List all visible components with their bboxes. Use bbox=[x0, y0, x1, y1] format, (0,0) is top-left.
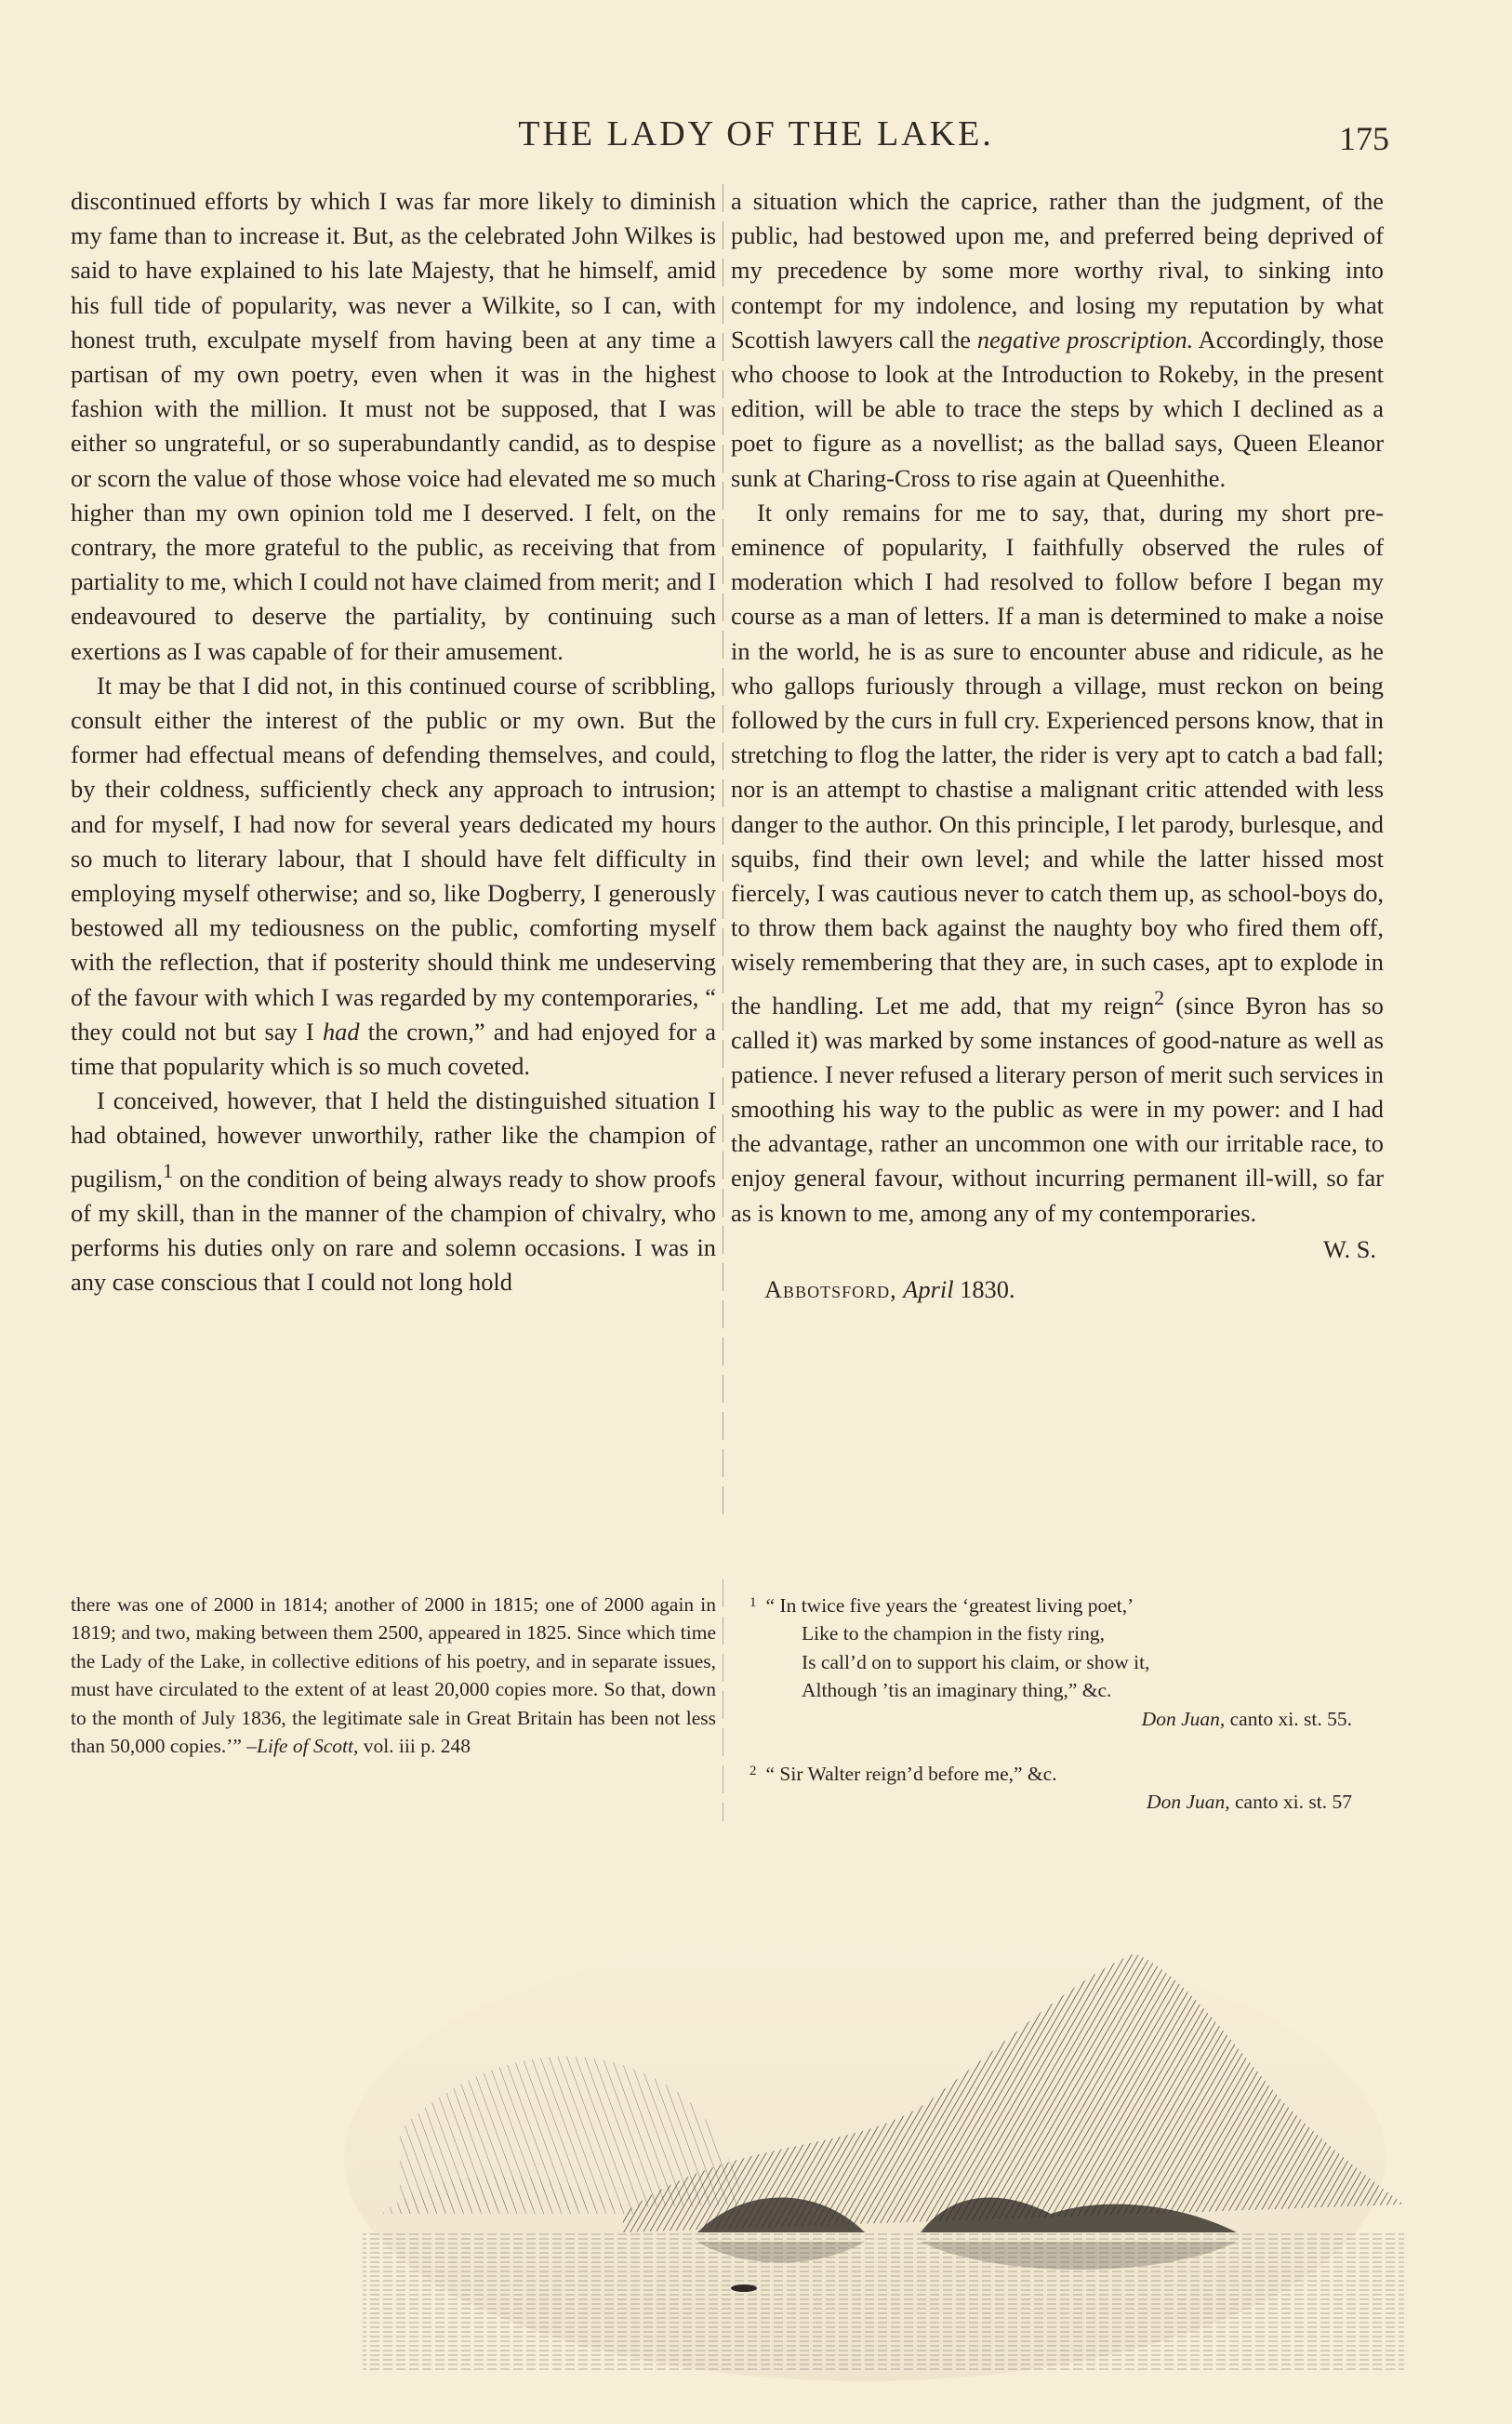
running-title: THE LADY OF THE LAKE. bbox=[518, 114, 994, 153]
left-paragraph-1: discontinued efforts by which I was far more likely to diminish my fame than to increase it. But, as the celebrated John Wilkes is said to have explained to his late Majesty, that he himself, amid his full tide of popularity, was never a Wilkite, so I can, with honest truth, exculpate myself from having been at any time a partisan of my own poetry, even when it was in the highest fashion with the million. It must not be supposed, that I was either so ungrateful, or so superabundantly candid, as to despise or scorn the value of those whose voice had elevated me so much higher than my own opinion told me I deserved. I felt, on the contrary, the more grateful to the public, as receiving that from partiality to me, which I could not have claimed from merit; and I endeavoured to deserve the partiality, by continuing such exertions as I was capable of for their amusement. bbox=[71, 187, 717, 665]
page-number: 175 bbox=[1339, 120, 1389, 157]
footnote-2: $^2$ “ Sir Walter reign’d before me,” &c. Don Juan, canto xi. st. 57 bbox=[749, 1763, 1352, 1814]
left-paragraph-2: It may be that I did not, in this continued course of scribbling, consult either the interest of the public or my own. But the former had effectual means of defending themselves, and could, by their coldness, sufficiently check any approach to intrusion; and for myself, I had now for several years dedicated my hours so much to literary labour, that I should have felt difficulty in employing myself otherwise; and so, like Dogberry, I generously bestowed all my tediousness on the public, comforting myself with the reflection, that if posterity should think me undeserving of the favour with which I was regarded by my contemporaries, “ they could not but say I had the crown,” and had enjoyed for a time that popularity which is so much coveted. bbox=[71, 671, 717, 1081]
right-column bbox=[731, 184, 1384, 1307]
place-and-date: Abbotsford, April 1830. bbox=[764, 1275, 1015, 1304]
footnote-ref-1: 1 bbox=[162, 1158, 173, 1182]
footnote-1: $^1$ “ In twice five years the ‘greatest living poet,’ Like to the champion in the fisty ring, Is call’d on to support his claim, or show it, Although ’tis an imaginary thing,” &c. Don Juan, canto xi. st. 55. bbox=[749, 1594, 1352, 1730]
right-paragraph-2: It only remains for me to say, that, during my short pre-eminence of popularity, I faithfully observed the rules of moderation which I had resolved to follow before I began my course as a man of letters. If a man is determined to make a noise in the world, he is as sure to encounter abuse and ridicule, as he who gallops furiously through a village, must reckon on being followed by the curs in full cry. Experienced persons know, that in stretching to flog the latter, the rider is very apt to catch a bad fall; nor is an attempt to chastise a malignant critic attended with less danger to the author. On this principle, I let parody, burlesque, and squibs, find their own level; and while the latter hissed most fiercely, I was cautious never to catch them up, as school-boys do, to throw them back against the naughty boy who fired them off, wisely remembering that they are, in such cases, apt to explode in the handling. Let me add, that my reign$^2$ (since Byron has so called it) was marked by some instances of good-nature as well as patience. I never refused a literary person of merit such services in smoothing his way to the public as were in my power: and I had the advantage, rather an uncommon one with our irritable race, to enjoy general favour, without incurring permanent ill-will, so far as is known to me, among any of my contemporaries. bbox=[731, 498, 1384, 1227]
footnote-ref-2: 2 bbox=[1154, 985, 1165, 1009]
signature: W. S. bbox=[1323, 1234, 1376, 1263]
right-paragraph-1: a situation which the caprice, rather than the judgment, of the public, had bestowed upon me, and preferred being deprived of my precedence by some more worthy rival, to sinking into contempt for my indolence, and losing my reputation by what Scottish lawyers call the negative proscription. Accordingly, those who choose to look at the Introduction to Rokeby, in the present edition, will be able to trace the steps by which I declined as a poet to figure as a novellist; as the ballad says, Queen Eleanor sunk at Charing-Cross to rise again at Queenhithe. bbox=[731, 187, 1385, 492]
left-paragraph-3: I conceived, however, that I held the distinguished situation I had obtained, however unworthily, rather like the champion of pugilism,$^1$ on the condition of being always ready to show proofs of my skill, than in the manner of the champion of chivalry, who performs his duties only on rare and solemn occasions. I was in any case conscious that I could not long hold bbox=[71, 1086, 716, 1297]
footnote-continued: there was one of 2000 in 1814; another of 2000 in 1815; one of 2000 again in 1819; and two, making between them 2500, appeared in 1825. Since which time the Lady of the Lake, in collective editions of his poetry, and in separate issues, must have circulated to the extent of at least 20,000 copies more. So that, down to the month of July 1836, the legitimate sale in Great Britain has been not less than 50,000 copies.’” –Life of Scott, vol. iii p. 248 bbox=[71, 1593, 716, 1758]
footnotes-right bbox=[749, 1589, 1373, 1841]
left-column bbox=[71, 184, 716, 1299]
lake-engraving-illustration bbox=[344, 1935, 1423, 2391]
